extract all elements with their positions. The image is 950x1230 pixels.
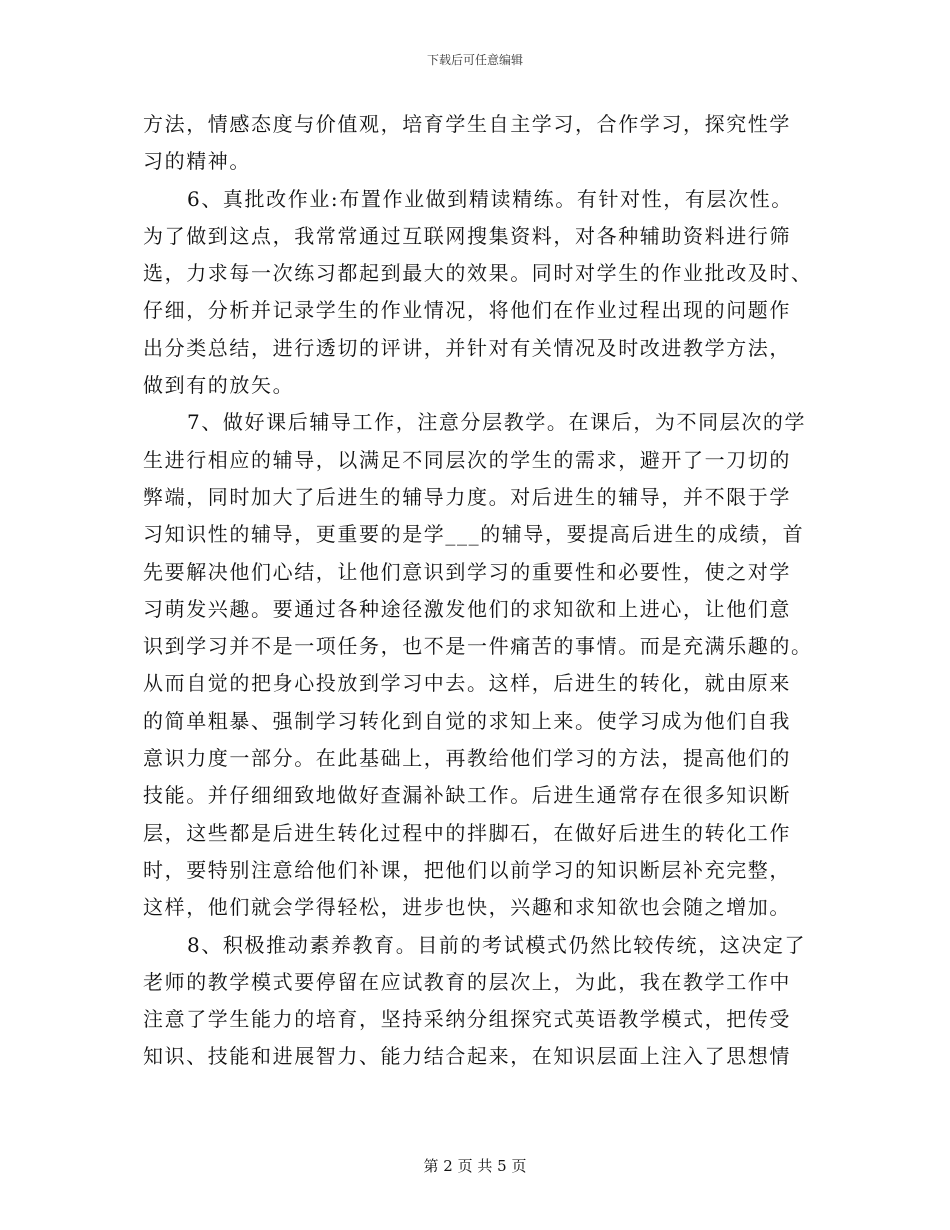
text-line: 先要解决他们心结，让他们意识到学习的重要性和必要性，使之对学 (143, 559, 791, 584)
text-line: 识到学习并不是一项任务，也不是一件痛苦的事情。而是充满乐趣的。 (143, 634, 813, 659)
text-line: 层，这些都是后进生转化过程中的拌脚石，在做好后进生的转化工作 (143, 820, 791, 845)
text-line: 弊端，同时加大了后进生的辅导力度。对后进生的辅导，并不限于学 (143, 484, 791, 509)
text-line: 技能。并仔细细致地做好查漏补缺工作。后进生通常存在很多知识断 (143, 783, 791, 808)
text-line: 做到有的放矢。 (143, 373, 295, 398)
text-line: 仔细，分析并记录学生的作业情况，将他们在作业过程出现的问题作 (143, 298, 791, 323)
text-line: 知识、技能和进展智力、能力结合起来，在知识层面上注入了思想情 (143, 1044, 791, 1069)
paragraph-start-line: 6、真批改作业:布置作业做到精读精练。有针对性，有层次性。 (187, 186, 793, 211)
text-line: 的简单粗暴、强制学习转化到自觉的求知上来。使学习成为他们自我 (143, 708, 791, 733)
text-line: 习萌发兴趣。要通过各种途径激发他们的求知欲和上进心，让他们意 (143, 596, 791, 621)
paragraph-start-line: 8、积极推动素养教育。目前的考试模式仍然比较传统，这决定了 (187, 932, 807, 957)
text-line: 生进行相应的辅导，以满足不同层次的学生的需求，避开了一刀切的 (143, 447, 791, 472)
text-line: 老师的教学模式要停留在应试教育的层次上，为此，我在教学工作中 (143, 969, 791, 994)
page-number: 第 2 页 共 5 页 (423, 1157, 527, 1175)
text-line: 意识力度一部分。在此基础上，再教给他们学习的方法，提高他们的 (143, 746, 791, 771)
document-body (143, 106, 813, 1076)
text-line: 从而自觉的把身心投放到学习中去。这样，后进生的转化，就由原来 (143, 671, 791, 696)
text-line: 这样，他们就会学得轻松，进步也快，兴趣和求知欲也会随之增加。 (143, 895, 791, 920)
text-line: 时，要特别注意给他们补课，把他们以前学习的知识断层补充完整， (143, 857, 791, 882)
text-line: 注意了学生能力的培育，坚持采纳分组探究式英语教学模式，把传受 (143, 1007, 791, 1032)
page-header: 下载后可任意编辑 (426, 53, 523, 67)
text-line: 习的精神。 (143, 149, 251, 174)
text-line: 出分类总结，进行透切的评讲，并针对有关情况及时改进教学方法， (143, 335, 791, 360)
text-line: 习知识性的辅导，更重要的是学___的辅导，要提高后进生的成绩，首 (143, 522, 805, 547)
paragraph-start-line: 7、做好课后辅导工作，注意分层教学。在课后，为不同层次的学 (187, 410, 807, 435)
text-line: 方法，情感态度与价值观，培育学生自主学习，合作学习，探究性学 (143, 112, 791, 136)
text-line: 选，力求每一次练习都起到最大的效果。同时对学生的作业批改及时、 (143, 261, 813, 286)
text-line: 为了做到这点，我常常通过互联网搜集资料，对各种辅助资料进行筛 (143, 223, 791, 248)
